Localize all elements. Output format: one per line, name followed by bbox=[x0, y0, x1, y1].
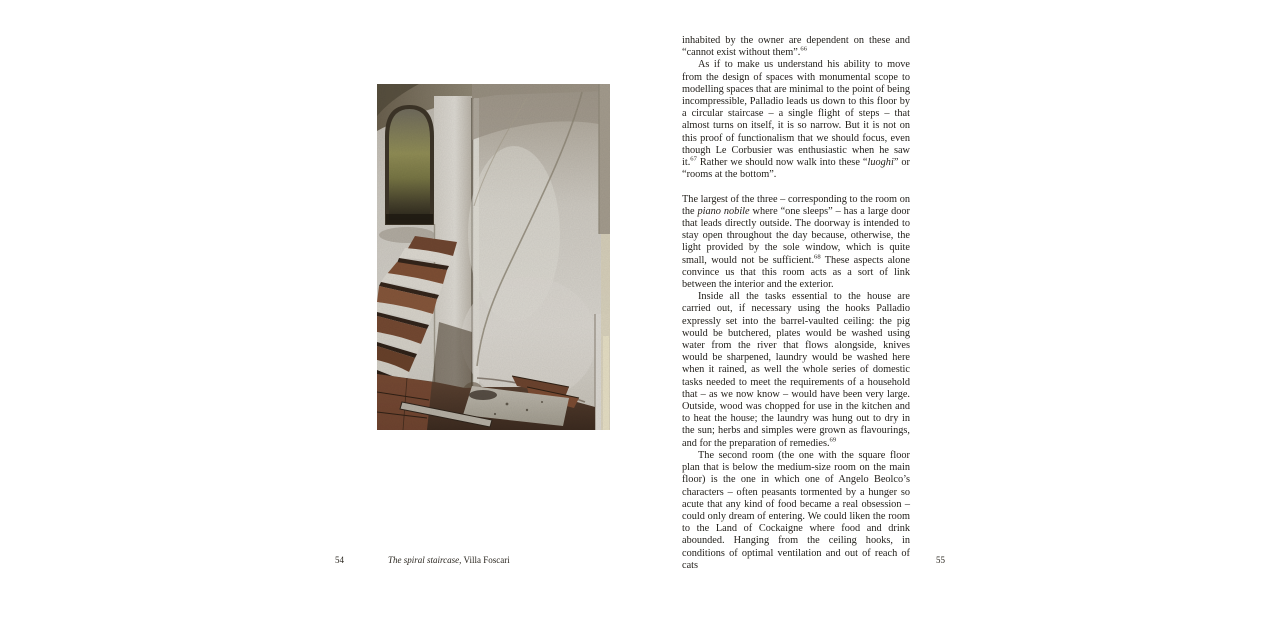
footnote-reference: 68 bbox=[814, 253, 821, 261]
page-number-right: 55 bbox=[936, 555, 945, 565]
staircase-photo bbox=[377, 84, 610, 430]
footnote-reference: 66 bbox=[800, 45, 807, 53]
page-number-left: 54 bbox=[335, 555, 344, 565]
staircase-photo-image bbox=[377, 84, 610, 430]
photo-caption bbox=[388, 555, 510, 566]
paragraph: The largest of the three – corresponding to the room on the piano nobile where “one sleeps” – has a large door that leads directly outside. The doorway is intended to stay open throughout the day because, otherwise, the light provided by the sole window, which is quite small, would not be sufficient.$^{68}$ These aspects alone convince us that this room acts as a sort of link between the interior and the exterior. bbox=[682, 193, 910, 291]
body-text-column bbox=[682, 35, 910, 572]
paragraph: inhabited by the owner are dependent on these and “cannot exist without them”.$^{66}$ bbox=[682, 35, 910, 59]
caption-italic: The spiral staircase, bbox=[388, 555, 462, 565]
paragraph: Inside all the tasks essential to the house are carried out, if necessary using the hooks Palladio expressly set into the barrel-vaulted ceiling: the pig would be butchered, plates would be washed using water from the river that flows alongside, knives would be sharpened, laundry would be washed here when it rained, as well the whole series of domestic tasks needed to meet the requirements of a household that – as we now know – would have been very large. Outside, wood was chopped for use in the kitchen and to heat the house; the laundry was hung out to dry in the sun; herbs and simples were grown as flavourings, and for the preparation of remedies.$^{69}$ bbox=[682, 291, 910, 449]
footnote-reference: 69 bbox=[829, 436, 837, 444]
paragraph: As if to make us understand his ability to move from the design of spaces with monumental scope to modelling spaces that are minimal to the point of being incompressible, Palladio leads us down to this floor by a circular staircase – a single flight of steps – that almost turns on itself, it is so narrow. But it is not on this proof of functionalism that we should focus, even though Le Corbusier was enthusiastic when he saw it.$^{67}$ Rather we should now walk into these “luoghi” or “rooms at the bottom”. bbox=[682, 59, 910, 181]
footnote-reference: 67 bbox=[690, 155, 697, 163]
caption-roman: Villa Foscari bbox=[461, 555, 510, 565]
paragraph: The second room (the one with the square floor plan that is below the medium-size room on the main floor) is the one in which one of Angelo Beolco’s characters – often peasants tormented by a hunger so acute that any kind of food became a real obsession – could only dream of entering. We could liken the room to the Land of Cockaigne where food and drink abounded. Hanging from the ceiling hooks, in conditions of optimal ventilation and out of reach of cats bbox=[682, 449, 910, 571]
